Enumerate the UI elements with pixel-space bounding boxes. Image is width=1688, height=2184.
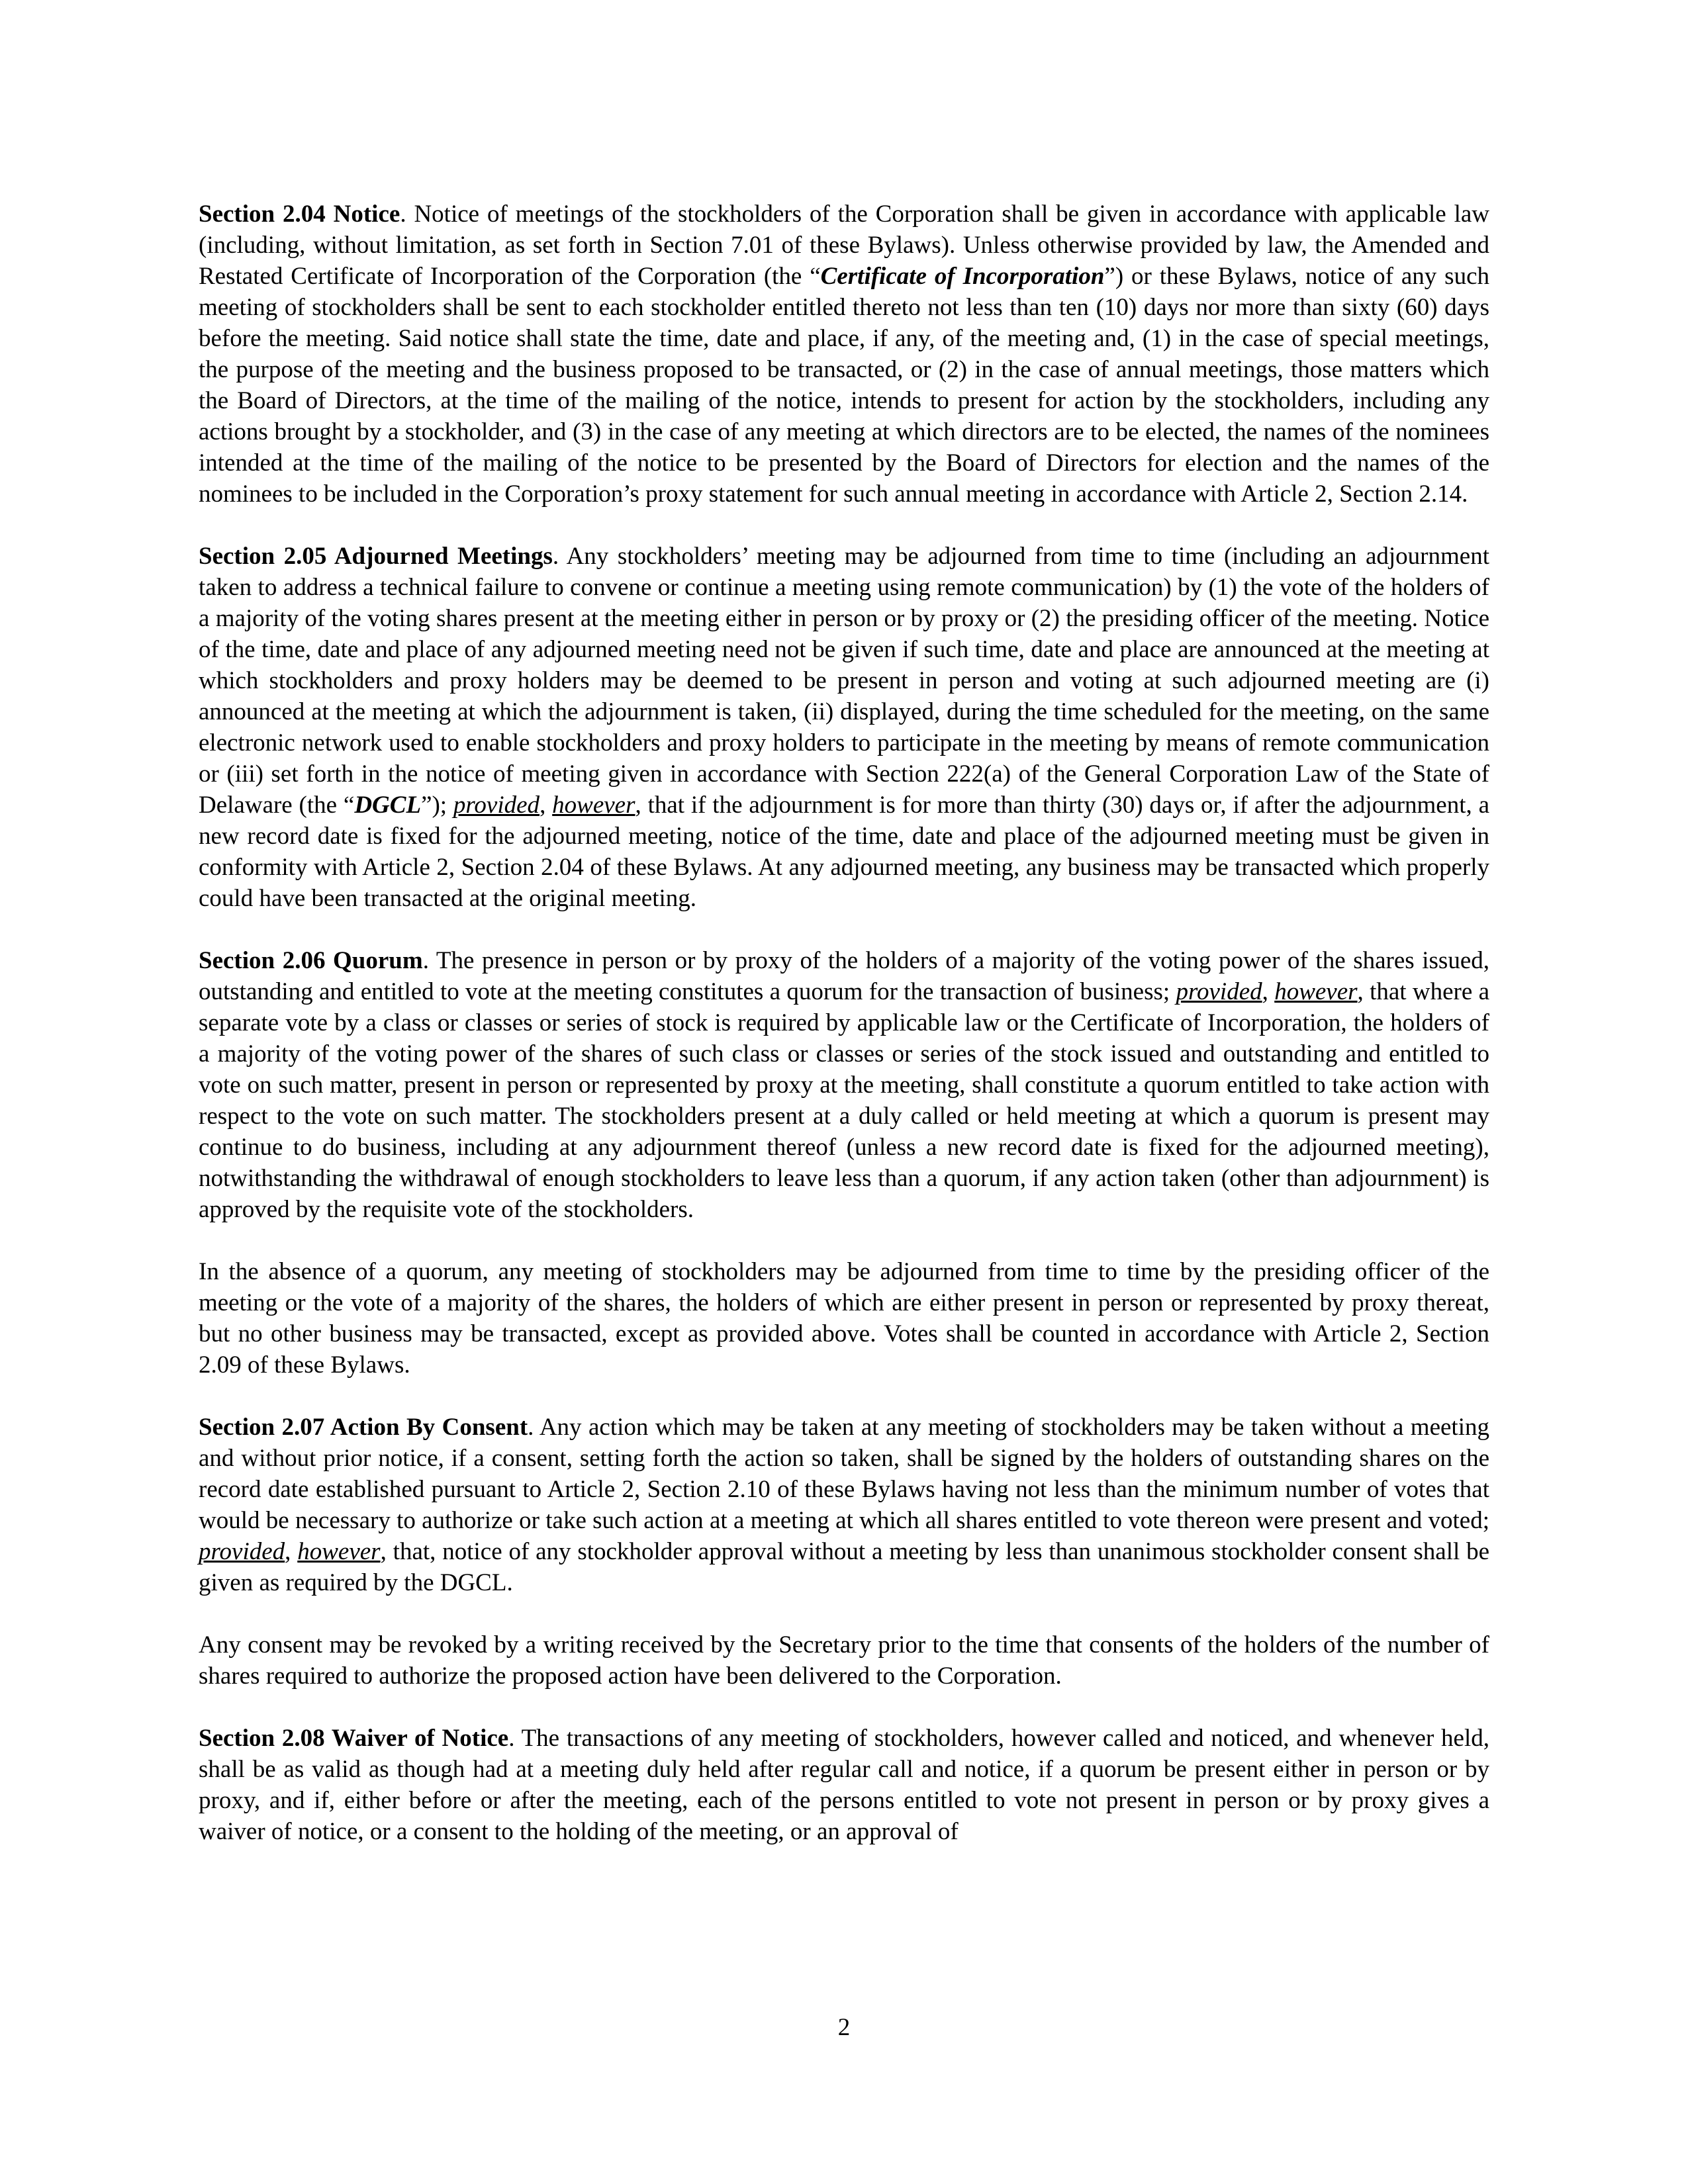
defined-term: DGCL <box>354 792 422 819</box>
paragraph-text: , that if the adjournment is for more than thirty (30) days or, if after the adjournment, a new record date is fixed for the adjourned meeting, notice of the time, date and place of the adjourned meeting must be given in conformity with Article 2, Section 2.04 of these Bylaws. At any adjourned meeting, any business may be transacted which properly could have been transacted at the original meeting. <box>199 792 1489 912</box>
section-heading: Section 2.06 Quorum <box>199 947 423 974</box>
paragraph-text: , <box>285 1538 298 1565</box>
section-heading: Section 2.08 Waiver of Notice <box>199 1725 509 1752</box>
paragraph-text: ”) or these Bylaws, notice of any such meeting of stockholders shall be sent to each stockholder entitled thereto not less than ten (10) days nor more than sixty (60) days before the meeting. Said notice shall state the time, date and place, if any, of the meeting and, (1) in the case of special meetings, the purpose of the meeting and the business proposed to be transacted, or (2) in the case of annual meetings, those matters which the Board of Directors, at the time of the mailing of the notice, intends to present for action by the stockholders, including any actions brought by a stockholder, and (3) in the case of any meeting at which directors are to be elected, the names of the nominees intended at the time of the mailing of the notice to be presented by the Board of Directors for election and the names of the nominees to be included in the Corporation’s proxy statement for such annual meeting in accordance with Article 2, Section 2.14. <box>199 263 1489 508</box>
paragraph-text: , <box>539 792 553 819</box>
paragraph-text: . Any stockholders’ meeting may be adjourned from time to time (including an adjournment taken to address a technical failure to convene or continue a meeting using remote communication) by (1) the vote of the holders of a majority of the voting shares present at the meeting either in person or by proxy or (2) the presiding officer of the meeting. Notice of the time, date and place of any adjourned meeting need not be given if such time, date and place are announced at the meeting at which stockholders and proxy holders may be deemed to be present in person and voting at such adjourned meeting are (i) announced at the meeting at which the adjournment is taken, (ii) displayed, during the time scheduled for the meeting, on the same electronic network used to enable stockholders and proxy holders to participate in the meeting by means of remote communication or (iii) set forth in the notice of meeting given in accordance with Section 222(a) of the General Corporation Law of the State of Delaware (the “ <box>199 543 1489 819</box>
paragraph-text: , <box>1262 978 1275 1005</box>
section-2-05-paragraph <box>199 541 1489 914</box>
paragraph-text: , that where a separate vote by a class or classes or series of stock is required by applicable law or the Certificate of Incorporation, the holders of a majority of the voting power of the shares of such class or classes or series of the stock issued and outstanding and entitled to vote on such matter, present in person or represented by proxy at the meeting, shall constitute a quorum entitled to take action with respect to the vote on such matter. The stockholders present at a duly called or held meeting at which a quorum is present may continue to do business, including at any adjournment thereof (unless a new record date is fixed for the adjourned meeting), notwithstanding the withdrawal of enough stockholders to leave less than a quorum, if any action taken (other than adjournment) is approved by the requisite vote of the stockholders. <box>199 978 1490 1223</box>
proviso-term: provided <box>199 1538 285 1565</box>
section-heading: Section 2.07 Action By Consent <box>199 1414 528 1441</box>
document-page <box>199 199 1489 1847</box>
proviso-term: however <box>1274 978 1358 1005</box>
paragraph-text: , that, notice of any stockholder approval without a meeting by less than unanimous stockholder consent shall be given as required by the DGCL. <box>199 1538 1489 1596</box>
paragraph-text: Any consent may be revoked by a writing received by the Secretary prior to the time that consents of the holders of the number of shares required to authorize the proposed action have been delivered to the Corporation. <box>199 1631 1489 1690</box>
paragraph-text: . Notice of meetings of the stockholders of the Corporation shall be given in accordance with applicable law (including, without limitation, as set forth in Section 7.01 of these Bylaws). Unless otherwise provided by law, the Amended and Restated Certificate of Incorporation of the Corporation (the “ <box>199 201 1489 290</box>
section-2-07-paragraph <box>199 1412 1489 1598</box>
paragraph-text: . The transactions of any meeting of stockholders, however called and noticed, and whenever held, shall be as valid as though had at a meeting duly held after regular call and notice, if a quorum be present either in person or by proxy, and if, either before or after the meeting, each of the persons entitled to vote not present in person or by proxy gives a waiver of notice, or a consent to the holding of the meeting, or an approval of <box>199 1725 1489 1845</box>
proviso-term: provided <box>1176 978 1262 1005</box>
proviso-term: however <box>297 1538 381 1565</box>
proviso-term: provided <box>453 792 540 819</box>
paragraph-text: ”); <box>421 792 453 819</box>
page-number: 2 <box>837 2014 851 2041</box>
section-heading: Section 2.05 Adjourned Meetings <box>199 543 553 570</box>
section-2-06-paragraph <box>199 945 1489 1225</box>
section-2-04-paragraph <box>199 199 1489 510</box>
consent-revocation-paragraph <box>199 1629 1489 1692</box>
quorum-absence-paragraph <box>199 1256 1489 1381</box>
paragraph-text: . Any action which may be taken at any meeting of stockholders may be taken without a meeting and without prior notice, if a consent, setting forth the action so taken, shall be signed by the holders of outstanding shares on the record date established pursuant to Article 2, Section 2.10 of these Bylaws having not less than the minimum number of votes that would be necessary to authorize or take such action at a meeting at which all shares entitled to vote thereon were present and voted; <box>199 1414 1489 1534</box>
paragraph-text: In the absence of a quorum, any meeting of stockholders may be adjourned from time to time by the presiding officer of the meeting or the vote of a majority of the shares, the holders of which are either present in person or represented by proxy thereat, but no other business may be transacted, except as provided above. Votes shall be counted in accordance with Article 2, Section 2.09 of these Bylaws. <box>199 1258 1489 1379</box>
defined-term: Certificate of Incorporation <box>820 263 1105 290</box>
proviso-term: however <box>552 792 635 819</box>
section-heading: Section 2.04 Notice <box>199 201 400 228</box>
paragraph-text: . The presence in person or by proxy of the holders of a majority of the voting power of the shares issued, outstanding and entitled to vote at the meeting constitutes a quorum for the transaction of business; <box>199 947 1490 1005</box>
section-2-08-paragraph <box>199 1723 1489 1847</box>
